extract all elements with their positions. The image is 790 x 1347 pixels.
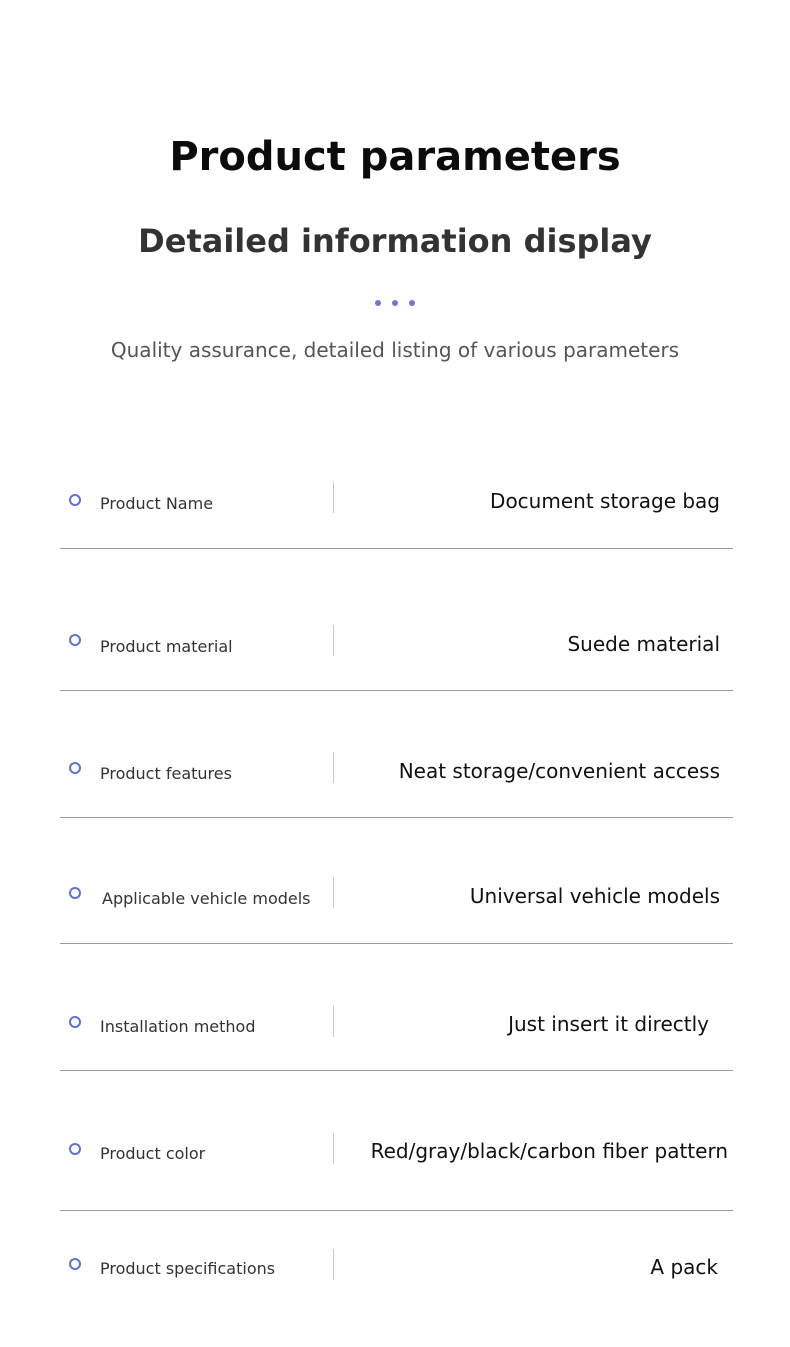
column-divider [333, 1249, 334, 1280]
circle-bullet-icon [69, 887, 81, 899]
row-divider [60, 1070, 733, 1071]
tagline: Quality assurance, detailed listing of various parameters [110, 338, 680, 362]
dot-icon [409, 300, 415, 306]
circle-bullet-icon [69, 1258, 81, 1270]
param-label: Product features [100, 764, 232, 783]
page-title: Product parameters [169, 134, 621, 180]
column-divider [333, 752, 334, 783]
param-label: Product color [100, 1144, 206, 1163]
decorative-dots [0, 300, 790, 308]
column-divider [333, 482, 334, 513]
param-label: Applicable vehicle models [102, 889, 311, 908]
param-value: Suede material [567, 632, 720, 656]
param-value: A pack [650, 1255, 718, 1279]
param-value: Document storage bag [490, 489, 720, 513]
column-divider [333, 1133, 334, 1164]
circle-bullet-icon [69, 762, 81, 774]
circle-bullet-icon [69, 1143, 81, 1155]
row-divider [60, 1210, 733, 1211]
row-divider [60, 690, 733, 691]
param-label: Installation method [100, 1017, 256, 1036]
dot-icon [392, 300, 398, 306]
row-divider [60, 817, 733, 818]
param-label: Product specifications [100, 1259, 276, 1278]
row-divider [60, 548, 733, 549]
param-value: Just insert it directly [508, 1012, 709, 1036]
column-divider [333, 1006, 334, 1037]
param-label: Product material [100, 637, 233, 656]
param-value: Universal vehicle models [469, 884, 720, 908]
param-value: Neat storage/convenient access [398, 759, 720, 783]
column-divider [333, 625, 334, 656]
param-label: Product Name [100, 494, 214, 513]
row-divider [60, 943, 733, 944]
circle-bullet-icon [69, 494, 81, 506]
param-value: Red/gray/black/carbon fiber pattern [370, 1139, 728, 1163]
circle-bullet-icon [69, 634, 81, 646]
column-divider [333, 877, 334, 908]
dot-icon [375, 300, 381, 306]
page-subtitle: Detailed information display [138, 222, 652, 260]
circle-bullet-icon [69, 1016, 81, 1028]
